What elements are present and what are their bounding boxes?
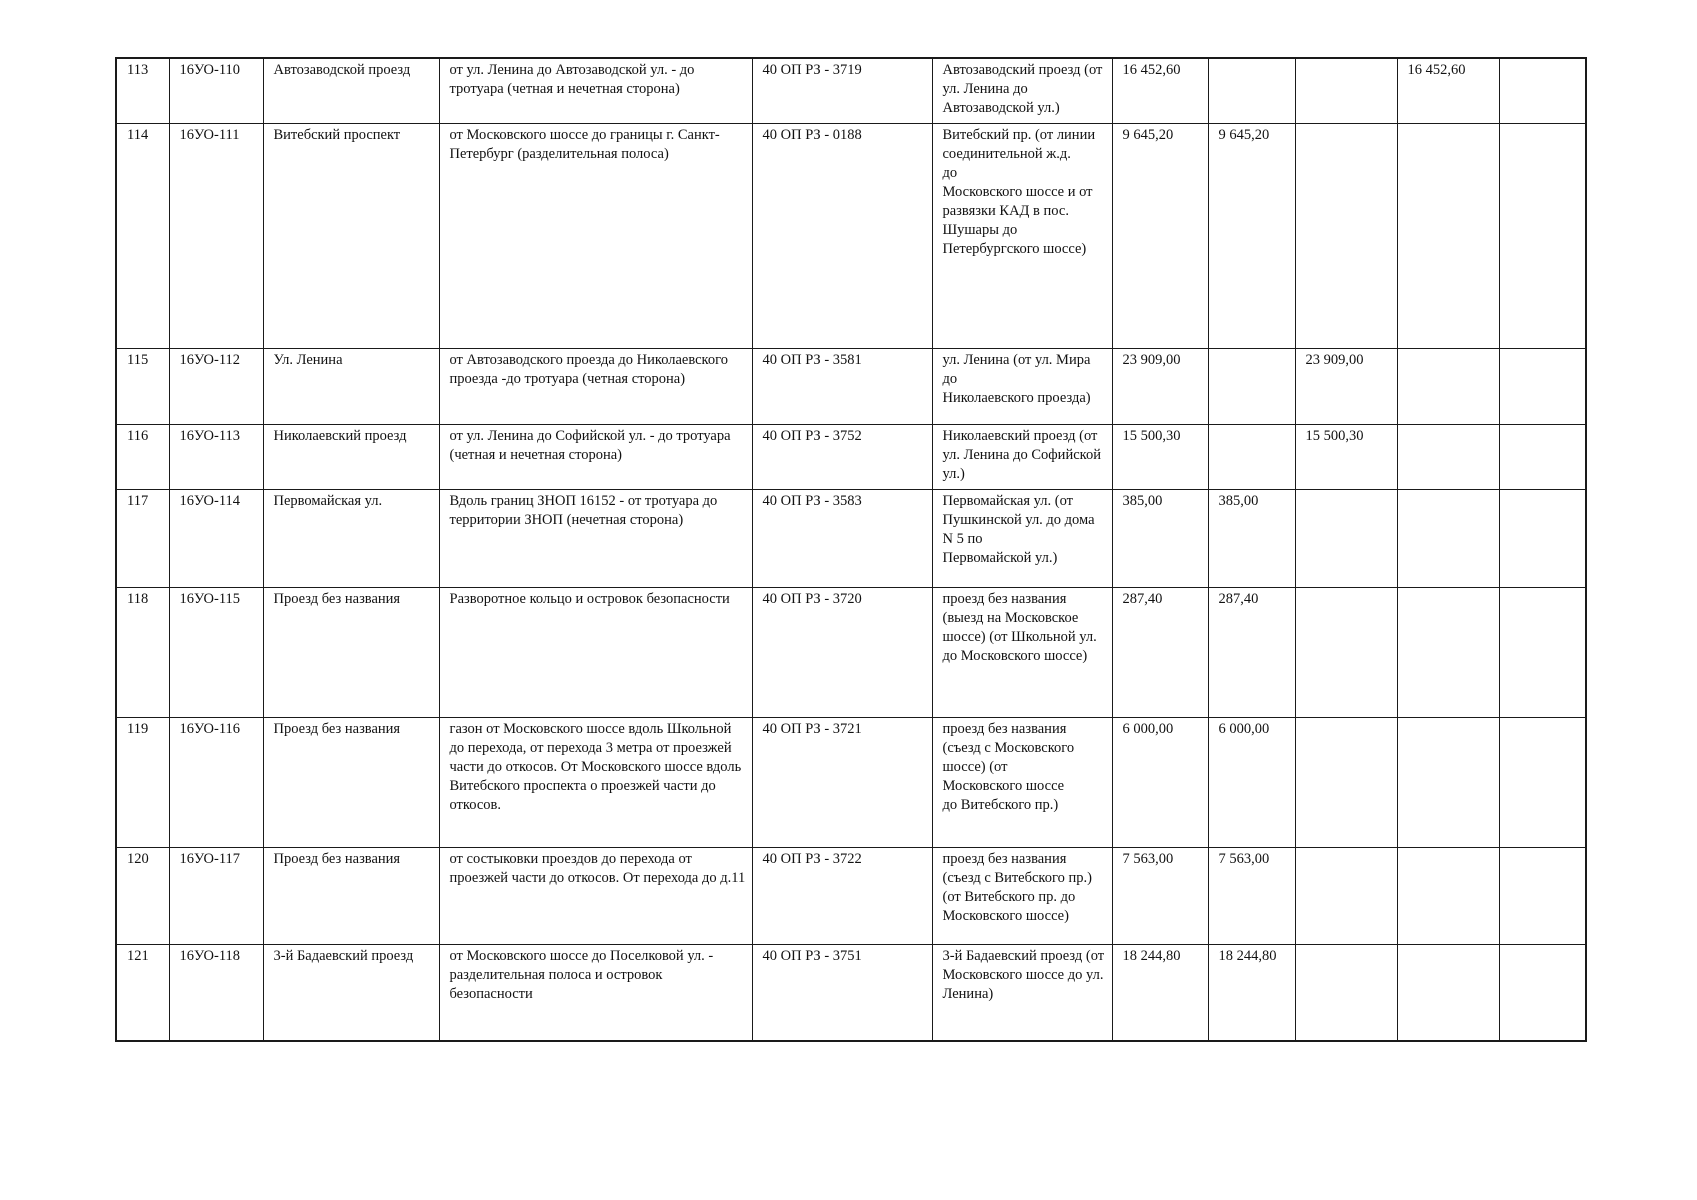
row-col8: 6 000,00 (1208, 717, 1295, 847)
row-description: от Московского шоссе до Поселковой ул. - разделительная полоса и островок безопасности (439, 944, 752, 1041)
row-name: 3-й Бадаевский проезд (263, 944, 439, 1041)
table-row (116, 717, 1586, 847)
row-total: 385,00 (1112, 489, 1208, 587)
row-col11 (1499, 424, 1586, 489)
row-col8 (1208, 348, 1295, 424)
row-road-id: 40 ОП РЗ - 3721 (752, 717, 932, 847)
row-road-name: проезд без названия (выезд на Московское шоссе) (от Школьной ул. до Московского шоссе) (932, 587, 1112, 717)
row-description: от ул. Ленина до Софийской ул. - до тротуара (четная и нечетная сторона) (439, 424, 752, 489)
row-col10 (1397, 123, 1499, 348)
row-road-id: 40 ОП РЗ - 3751 (752, 944, 932, 1041)
row-col8 (1208, 58, 1295, 123)
document-sheet (115, 57, 1585, 1042)
row-description: Разворотное кольцо и островок безопасности (439, 587, 752, 717)
row-name: Первомайская ул. (263, 489, 439, 587)
row-col9 (1295, 717, 1397, 847)
row-name: Автозаводской проезд (263, 58, 439, 123)
row-col8: 385,00 (1208, 489, 1295, 587)
row-road-name: ул. Ленина (от ул. Мира до Николаевского проезда) (932, 348, 1112, 424)
row-col8: 287,40 (1208, 587, 1295, 717)
row-code: 16УО-117 (169, 847, 263, 944)
row-col11 (1499, 847, 1586, 944)
row-road-id: 40 ОП РЗ - 0188 (752, 123, 932, 348)
table-body (116, 58, 1586, 1041)
row-number: 121 (116, 944, 169, 1041)
row-number: 113 (116, 58, 169, 123)
row-number: 119 (116, 717, 169, 847)
row-col9 (1295, 489, 1397, 587)
row-number: 120 (116, 847, 169, 944)
row-name: Проезд без названия (263, 717, 439, 847)
row-total: 9 645,20 (1112, 123, 1208, 348)
row-name: Проезд без названия (263, 587, 439, 717)
row-col10 (1397, 944, 1499, 1041)
row-col9 (1295, 944, 1397, 1041)
row-number: 117 (116, 489, 169, 587)
table-row (116, 424, 1586, 489)
row-road-name: Автозаводский проезд (от ул. Ленина до Автозаводской ул.) (932, 58, 1112, 123)
row-col10 (1397, 717, 1499, 847)
row-col11 (1499, 58, 1586, 123)
row-total: 287,40 (1112, 587, 1208, 717)
row-road-id: 40 ОП РЗ - 3581 (752, 348, 932, 424)
row-road-name: Николаевский проезд (от ул. Ленина до Софийской ул.) (932, 424, 1112, 489)
row-name: Проезд без названия (263, 847, 439, 944)
row-col11 (1499, 944, 1586, 1041)
row-col11 (1499, 717, 1586, 847)
row-road-name: проезд без названия (съезд с Витебского пр.) (от Витебского пр. до Московского шоссе) (932, 847, 1112, 944)
table-row (116, 348, 1586, 424)
row-code: 16УО-114 (169, 489, 263, 587)
row-description: Вдоль границ ЗНОП 16152 - от тротуара до территории ЗНОП (нечетная сторона) (439, 489, 752, 587)
row-code: 16УО-118 (169, 944, 263, 1041)
row-total: 23 909,00 (1112, 348, 1208, 424)
row-road-name: Витебский пр. (от линии соединительной ж.д. до Московского шоссе и от развязки КАД в пос. Шушары до Петербургского шоссе) (932, 123, 1112, 348)
row-col9 (1295, 587, 1397, 717)
row-description: газон от Московского шоссе вдоль Школьной до перехода, от перехода 3 метра от проезжей части до откосов. От Московского шоссе вдоль Витебского проспекта о проезжей части до откосов. (439, 717, 752, 847)
row-total: 6 000,00 (1112, 717, 1208, 847)
row-col11 (1499, 123, 1586, 348)
row-road-id: 40 ОП РЗ - 3722 (752, 847, 932, 944)
row-road-id: 40 ОП РЗ - 3583 (752, 489, 932, 587)
row-description: от состыковки проездов до перехода от проезжей части до откосов. От перехода до д.11 (439, 847, 752, 944)
row-road-id: 40 ОП РЗ - 3720 (752, 587, 932, 717)
row-code: 16УО-113 (169, 424, 263, 489)
row-road-id: 40 ОП РЗ - 3719 (752, 58, 932, 123)
row-col10 (1397, 587, 1499, 717)
row-col8: 18 244,80 (1208, 944, 1295, 1041)
row-name: Витебский проспект (263, 123, 439, 348)
table-row (116, 587, 1586, 717)
row-col10: 16 452,60 (1397, 58, 1499, 123)
row-col9 (1295, 847, 1397, 944)
row-code: 16УО-110 (169, 58, 263, 123)
table-row (116, 944, 1586, 1041)
row-name: Ул. Ленина (263, 348, 439, 424)
row-col11 (1499, 489, 1586, 587)
row-col11 (1499, 348, 1586, 424)
row-total: 16 452,60 (1112, 58, 1208, 123)
row-code: 16УО-115 (169, 587, 263, 717)
row-description: от Московского шоссе до границы г. Санкт-Петербург (разделительная полоса) (439, 123, 752, 348)
row-total: 18 244,80 (1112, 944, 1208, 1041)
row-code: 16УО-112 (169, 348, 263, 424)
row-description: от ул. Ленина до Автозаводской ул. - до тротуара (четная и нечетная сторона) (439, 58, 752, 123)
row-col9: 23 909,00 (1295, 348, 1397, 424)
row-col8: 7 563,00 (1208, 847, 1295, 944)
row-col10 (1397, 424, 1499, 489)
roads-table (115, 57, 1587, 1042)
row-col9 (1295, 123, 1397, 348)
row-col8: 9 645,20 (1208, 123, 1295, 348)
table-row (116, 123, 1586, 348)
table-row (116, 58, 1586, 123)
row-col8 (1208, 424, 1295, 489)
row-total: 7 563,00 (1112, 847, 1208, 944)
row-road-id: 40 ОП РЗ - 3752 (752, 424, 932, 489)
row-col9: 15 500,30 (1295, 424, 1397, 489)
row-number: 115 (116, 348, 169, 424)
row-road-name: проезд без названия (съезд с Московского шоссе) (от Московского шоссе до Витебского пр.) (932, 717, 1112, 847)
row-number: 114 (116, 123, 169, 348)
row-col9 (1295, 58, 1397, 123)
row-code: 16УО-116 (169, 717, 263, 847)
table-row (116, 489, 1586, 587)
row-total: 15 500,30 (1112, 424, 1208, 489)
row-number: 116 (116, 424, 169, 489)
row-description: от Автозаводского проезда до Николаевского проезда -до тротуара (четная сторона) (439, 348, 752, 424)
row-col11 (1499, 587, 1586, 717)
row-name: Николаевский проезд (263, 424, 439, 489)
row-col10 (1397, 847, 1499, 944)
row-col10 (1397, 348, 1499, 424)
row-col10 (1397, 489, 1499, 587)
table-row (116, 847, 1586, 944)
row-number: 118 (116, 587, 169, 717)
row-road-name: Первомайская ул. (от Пушкинской ул. до дома N 5 по Первомайской ул.) (932, 489, 1112, 587)
row-road-name: 3-й Бадаевский проезд (от Московского шоссе до ул. Ленина) (932, 944, 1112, 1041)
row-code: 16УО-111 (169, 123, 263, 348)
